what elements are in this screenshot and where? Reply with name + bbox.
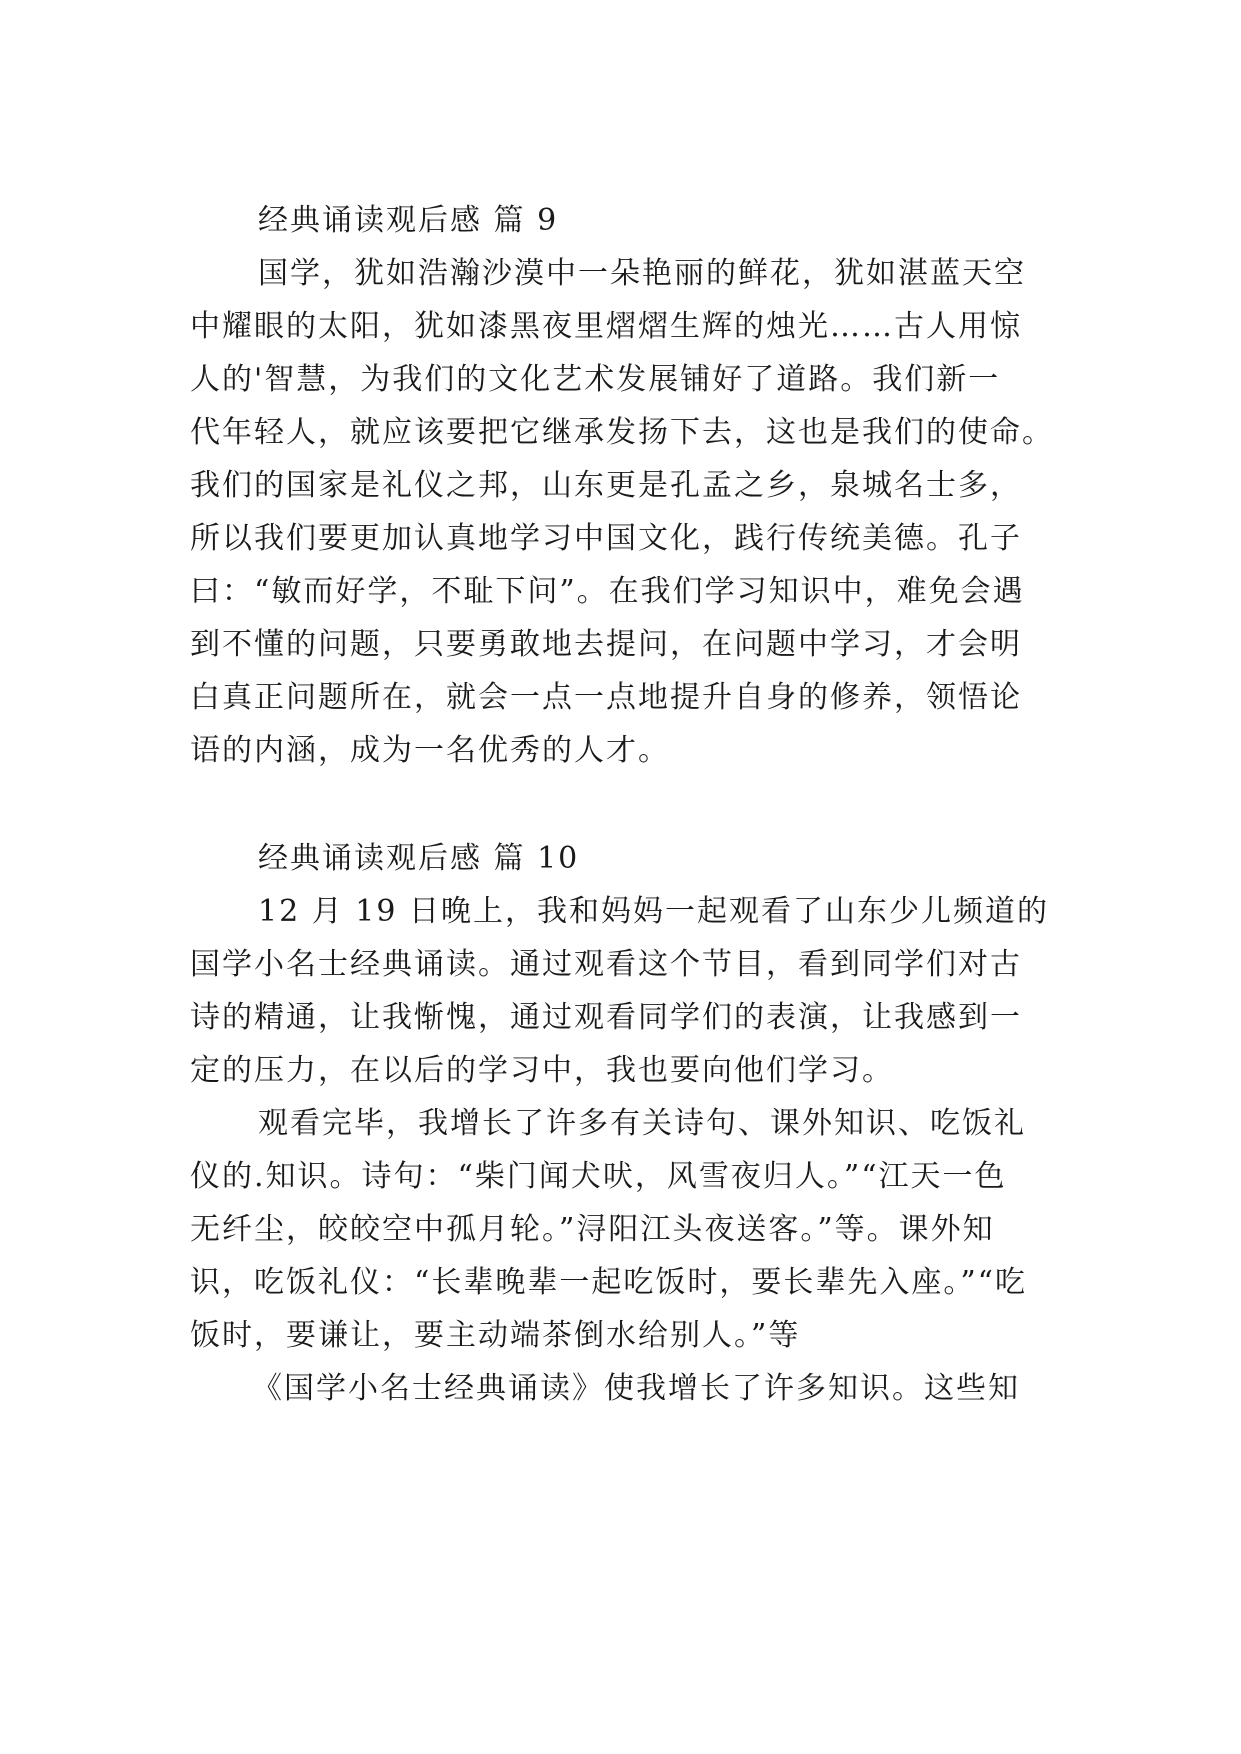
paragraph-line: 定的压力，在以后的学习中，我也要向他们学习。 bbox=[190, 1053, 894, 1088]
paragraph-line: 国学小名士经典诵读。通过观看这个节目，看到同学们对古 bbox=[190, 947, 1022, 982]
paragraph-line: 国学，犹如浩瀚沙漠中一朵艳丽的鲜花，犹如湛蓝天空 bbox=[258, 256, 1026, 291]
paragraph-line: 白真正问题所在，就会一点一点地提升自身的修养，领悟论 bbox=[190, 680, 1022, 715]
paragraph-line: 观看完毕，我增长了许多有关诗句、课外知识、吃饭礼 bbox=[258, 1106, 1026, 1141]
section-9-title: 经典诵读观后感 篇 9 bbox=[258, 203, 559, 238]
paragraph-line: 仪的.知识。诗句：“柴门闻犬吠，风雪夜归人。”“江天一色 bbox=[190, 1159, 1007, 1194]
paragraph-line: 12 月 19 日晚上，我和妈妈一起观看了山东少儿频道的 bbox=[258, 894, 1049, 929]
paragraph-line: 我们的国家是礼仪之邦，山东更是孔孟之乡，泉城名士多， bbox=[190, 468, 1022, 503]
paragraph-line: 到不懂的问题，只要勇敢地去提问，在问题中学习，才会明 bbox=[190, 627, 1022, 662]
paragraph-line: 所以我们要更加认真地学习中国文化，践行传统美德。孔子 bbox=[190, 521, 1022, 556]
paragraph-line: 《国学小名士经典诵读》使我增长了许多知识。这些知 bbox=[252, 1371, 1020, 1406]
paragraph-line: 识，吃饭礼仪：“长辈晚辈一起吃饭时，要长辈先入座。”“吃 bbox=[190, 1265, 1028, 1300]
paragraph-line: 曰：“敏而好学，不耻下问”。在我们学习知识中，难免会遇 bbox=[190, 574, 1025, 609]
paragraph-line: 无纤尘，皎皎空中孤月轮。”浔阳江头夜送客。”等。课外知 bbox=[190, 1212, 995, 1247]
paragraph-line: 中耀眼的太阳，犹如漆黑夜里熠熠生辉的烛光……古人用惊 bbox=[190, 309, 1022, 344]
paragraph-line: 诗的精通，让我惭愧，通过观看同学们的表演，让我感到一 bbox=[190, 1000, 1022, 1035]
paragraph-line: 人的'智慧，为我们的文化艺术发展铺好了道路。我们新一 bbox=[190, 362, 1001, 397]
section-10-title: 经典诵读观后感 篇 10 bbox=[258, 841, 580, 876]
paragraph-line: 饭时，要谦让，要主动端茶倒水给别人。”等 bbox=[190, 1318, 801, 1353]
paragraph-line: 代年轻人，就应该要把它继承发扬下去，这也是我们的使命。 bbox=[190, 415, 1054, 450]
paragraph-line: 语的内涵，成为一名优秀的人才。 bbox=[190, 733, 670, 768]
